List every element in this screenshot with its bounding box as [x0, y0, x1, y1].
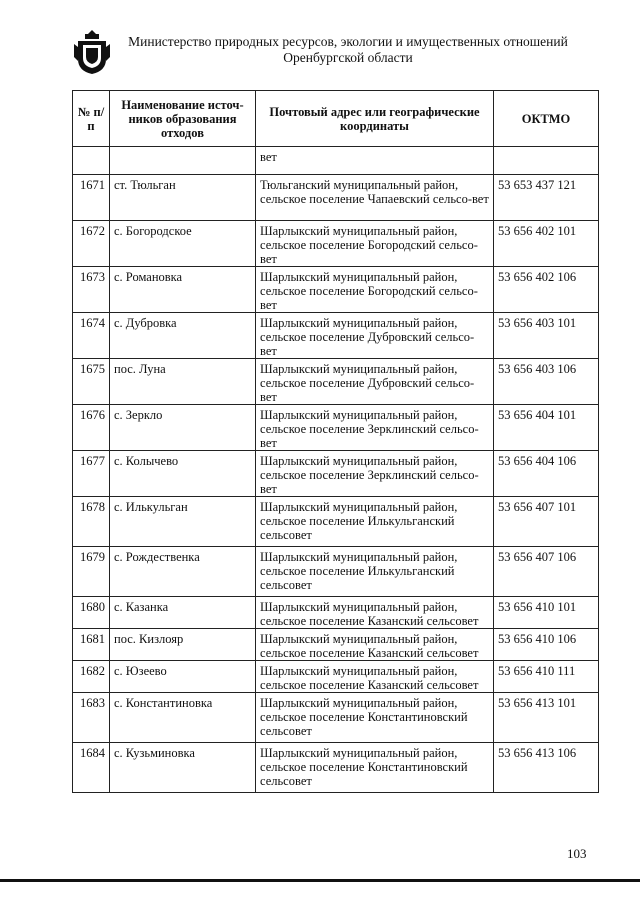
table-row — [73, 221, 599, 267]
cell-oktmo: 53 656 403 106 — [494, 359, 599, 405]
cell-number: 1672 — [73, 221, 110, 267]
table-row — [73, 743, 599, 793]
cell-address: Шарлыкский муниципальный район, сельское поселение Казанский сельсовет — [256, 597, 494, 629]
cell-number: 1671 — [73, 175, 110, 221]
cell-oktmo: 53 653 437 121 — [494, 175, 599, 221]
cell-oktmo: 53 656 413 101 — [494, 693, 599, 743]
coat-of-arms-icon — [72, 28, 112, 76]
cell-address: вет — [256, 147, 494, 175]
cell-address: Шарлыкский муниципальный район, сельское поселение Богородский сельсо-вет — [256, 267, 494, 313]
cell-oktmo: 53 656 410 101 — [494, 597, 599, 629]
table-row — [73, 451, 599, 497]
cell-number: 1683 — [73, 693, 110, 743]
cell-name: с. Рождественка — [110, 547, 256, 597]
table-row — [73, 597, 599, 629]
cell-address: Шарлыкский муниципальный район, сельское поселение Дубровский сельсо-вет — [256, 359, 494, 405]
cell-address: Шарлыкский муниципальный район, сельское поселение Дубровский сельсо-вет — [256, 313, 494, 359]
cell-oktmo: 53 656 402 106 — [494, 267, 599, 313]
cell-name: с. Константиновка — [110, 693, 256, 743]
cell-number: 1679 — [73, 547, 110, 597]
column-header-name: Наименование источ-ников образования отходов — [110, 91, 256, 147]
table-row — [73, 313, 599, 359]
table-row-continuation — [73, 147, 599, 175]
cell-name: с. Илькульган — [110, 497, 256, 547]
cell-address: Шарлыкский муниципальный район, сельское поселение Зерклинский сельсо-вет — [256, 451, 494, 497]
cell-oktmo: 53 656 404 106 — [494, 451, 599, 497]
table-row — [73, 693, 599, 743]
cell-number: 1675 — [73, 359, 110, 405]
cell-oktmo: 53 656 404 101 — [494, 405, 599, 451]
cell-address: Шарлыкский муниципальный район, сельское поселение Казанский сельсовет — [256, 661, 494, 693]
table-row — [73, 405, 599, 451]
cell-name: с. Кузьминовка — [110, 743, 256, 793]
cell-name: пос. Луна — [110, 359, 256, 405]
cell-oktmo: 53 656 410 106 — [494, 629, 599, 661]
cell-address: Тюльганский муниципальный район, сельское поселение Чапаевский сельсо-вет — [256, 175, 494, 221]
cell-number: 1680 — [73, 597, 110, 629]
cell-name: с. Дубровка — [110, 313, 256, 359]
cell-oktmo: 53 656 407 106 — [494, 547, 599, 597]
cell-number: 1674 — [73, 313, 110, 359]
cell-number: 1684 — [73, 743, 110, 793]
cell-address: Шарлыкский муниципальный район, сельское поселение Константиновский сельсовет — [256, 693, 494, 743]
cell-name: с. Романовка — [110, 267, 256, 313]
cell-address: Шарлыкский муниципальный район, сельское поселение Илькульганский сельсовет — [256, 497, 494, 547]
waste-sources-table — [72, 90, 599, 793]
cell-name: с. Казанка — [110, 597, 256, 629]
table-row — [73, 547, 599, 597]
cell-name: с. Юзеево — [110, 661, 256, 693]
table-row — [73, 629, 599, 661]
ministry-line-2: Оренбургской области — [283, 50, 413, 65]
cell-oktmo: 53 656 410 111 — [494, 661, 599, 693]
column-header-oktmo: ОКТМО — [494, 91, 599, 147]
page-number: 103 — [567, 846, 587, 861]
cell-name: с. Зеркло — [110, 405, 256, 451]
cell-oktmo — [494, 147, 599, 175]
cell-name: с. Богородское — [110, 221, 256, 267]
table-header-row — [73, 91, 599, 147]
cell-number: 1681 — [73, 629, 110, 661]
cell-number: 1673 — [73, 267, 110, 313]
cell-oktmo: 53 656 402 101 — [494, 221, 599, 267]
ministry-title — [128, 34, 568, 66]
cell-address: Шарлыкский муниципальный район, сельское поселение Константиновский сельсовет — [256, 743, 494, 793]
bottom-rule — [0, 879, 640, 882]
cell-address: Шарлыкский муниципальный район, сельское поселение Зерклинский сельсо-вет — [256, 405, 494, 451]
cell-address: Шарлыкский муниципальный район, сельское поселение Богородский сельсо-вет — [256, 221, 494, 267]
cell-address: Шарлыкский муниципальный район, сельское поселение Казанский сельсовет — [256, 629, 494, 661]
cell-name: с. Колычево — [110, 451, 256, 497]
cell-oktmo: 53 656 413 106 — [494, 743, 599, 793]
cell-number: 1677 — [73, 451, 110, 497]
ministry-line-1: Министерство природных ресурсов, экологии и имущественных отношений — [128, 34, 568, 49]
page-header — [0, 22, 640, 82]
cell-number: 1682 — [73, 661, 110, 693]
cell-number — [73, 147, 110, 175]
cell-number: 1676 — [73, 405, 110, 451]
cell-oktmo: 53 656 407 101 — [494, 497, 599, 547]
cell-name — [110, 147, 256, 175]
table-row — [73, 661, 599, 693]
table-row — [73, 359, 599, 405]
table-row — [73, 497, 599, 547]
cell-name: пос. Кизлояр — [110, 629, 256, 661]
table-row — [73, 267, 599, 313]
cell-oktmo: 53 656 403 101 — [494, 313, 599, 359]
column-header-address: Почтовый адрес или географические координаты — [256, 91, 494, 147]
cell-name: ст. Тюльган — [110, 175, 256, 221]
column-header-number: № п/п — [73, 91, 110, 147]
table-row — [73, 175, 599, 221]
cell-number: 1678 — [73, 497, 110, 547]
cell-address: Шарлыкский муниципальный район, сельское поселение Илькульганский сельсовет — [256, 547, 494, 597]
